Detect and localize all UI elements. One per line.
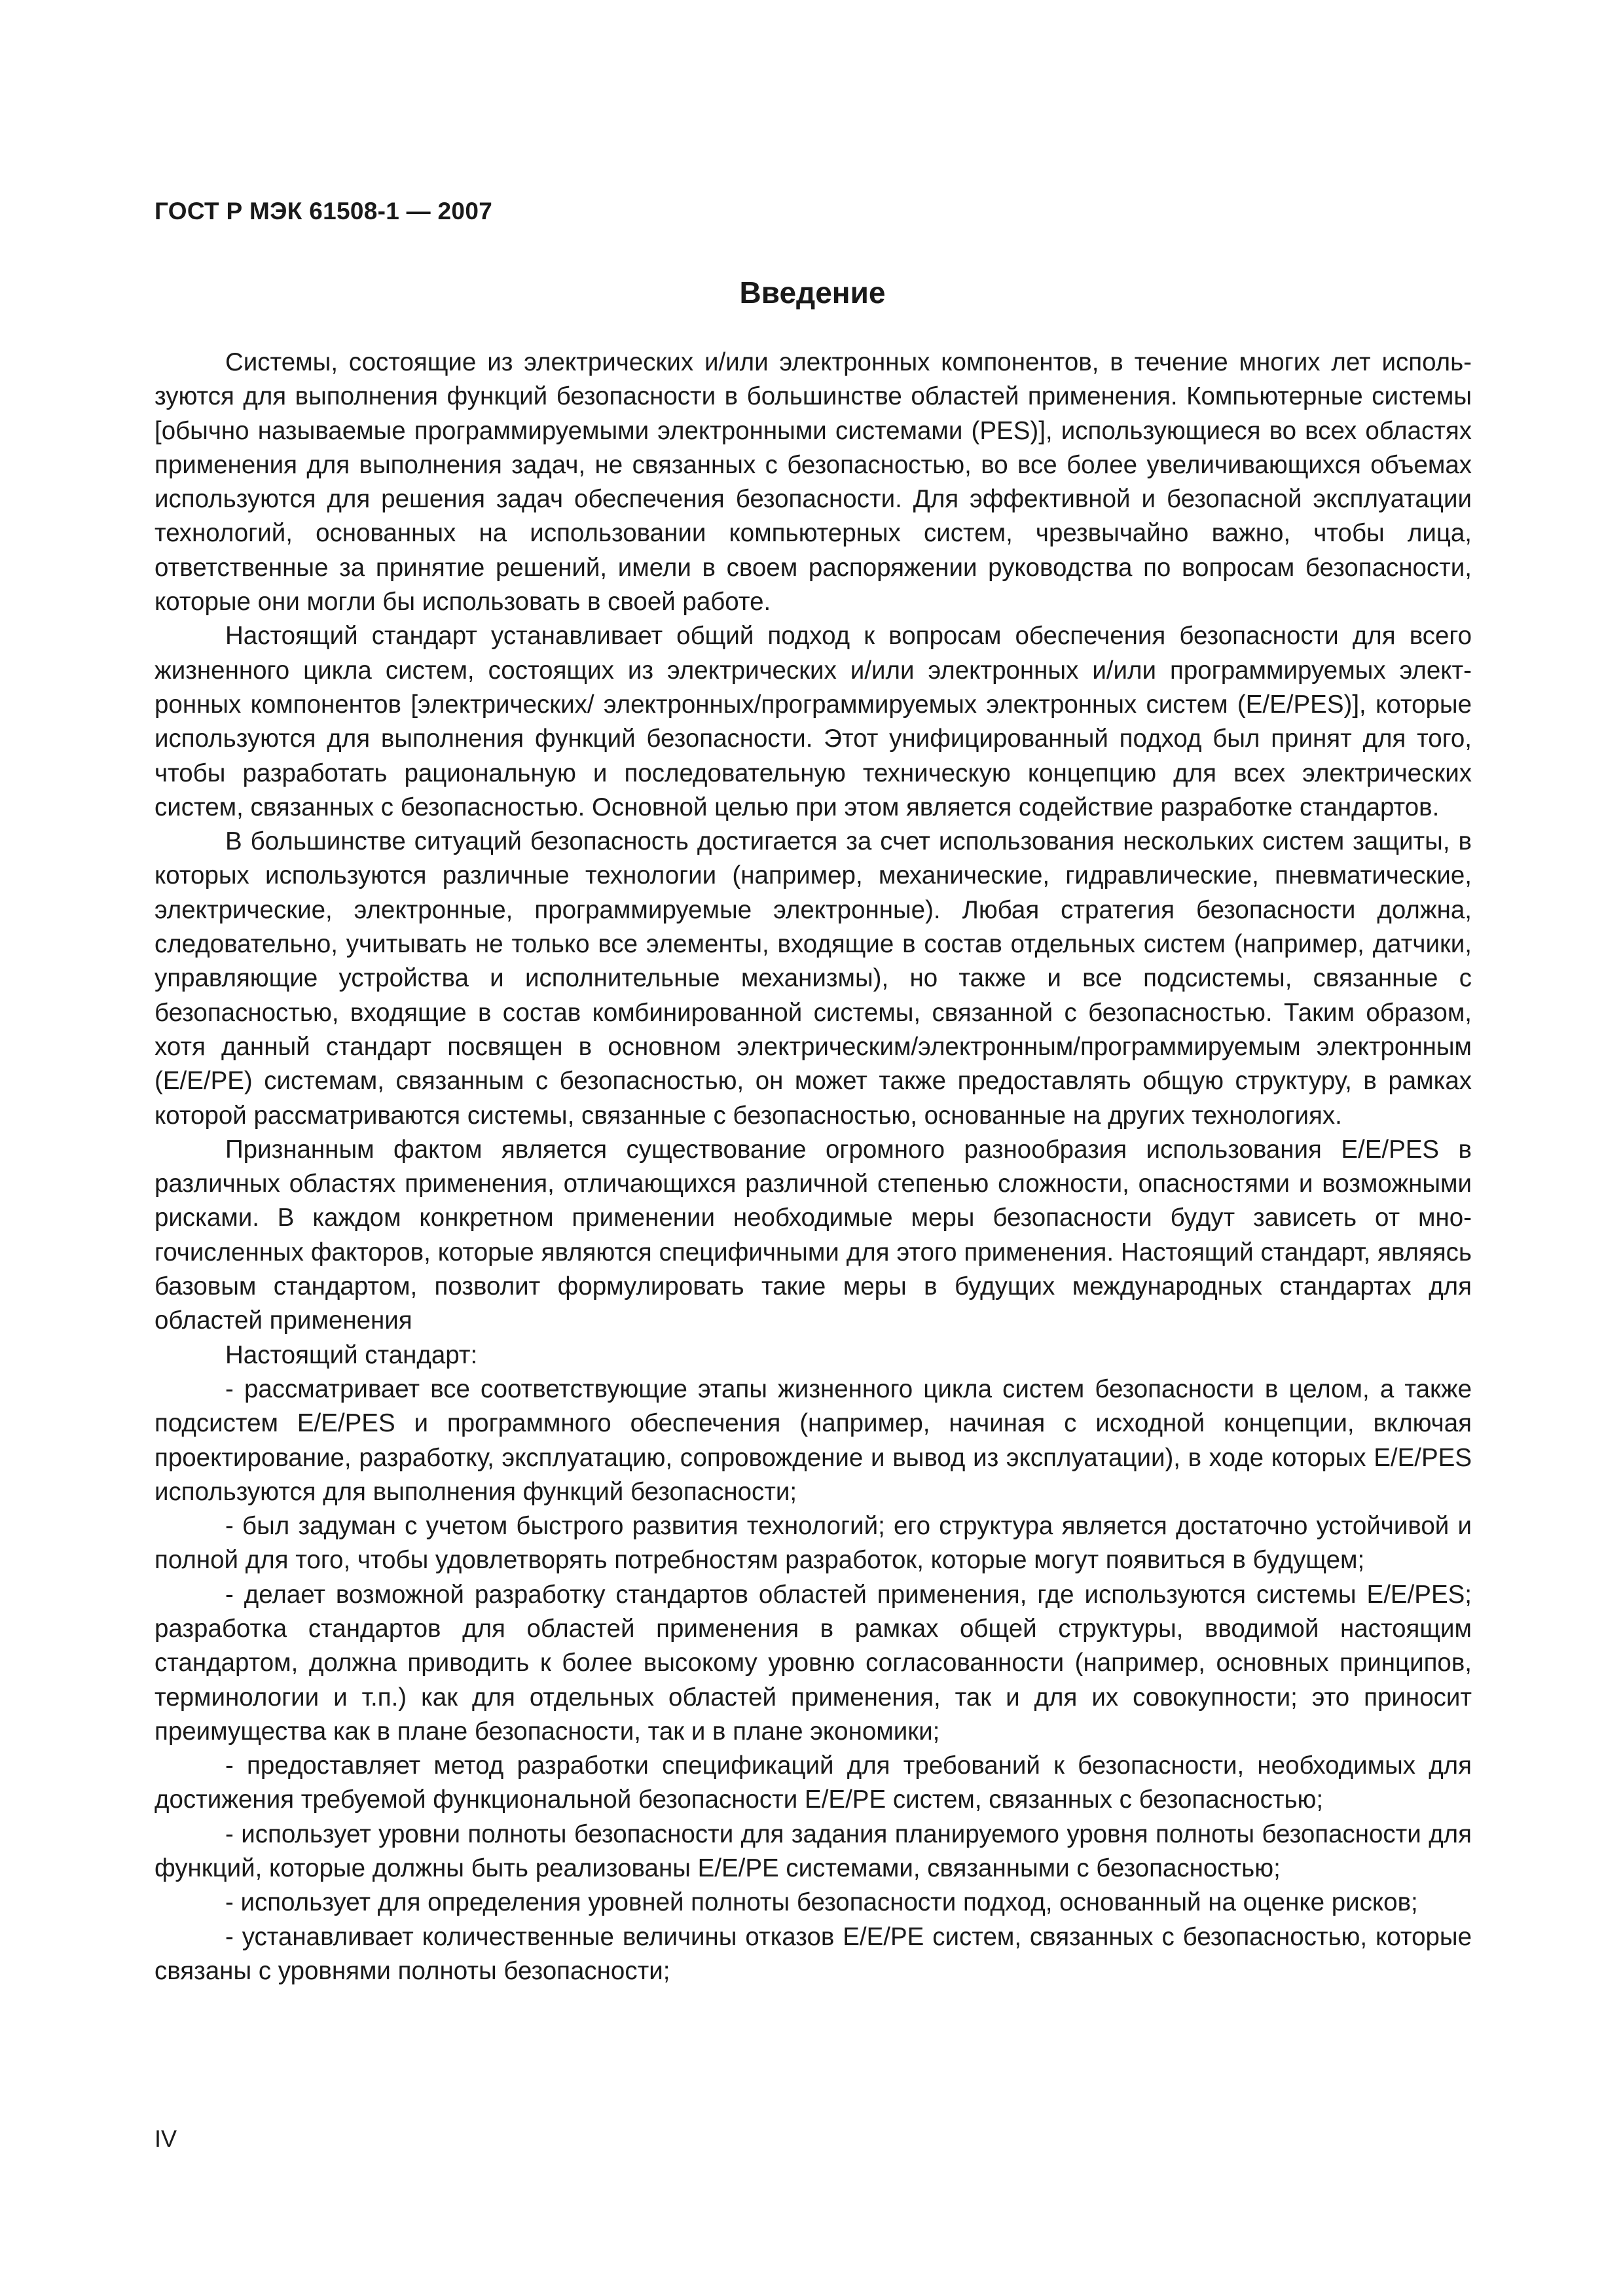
paragraph-1: Системы, состоящие из электрических и/или электронных компонентов, в течение многих лет используются для выполнения функций безопасности в большинстве областей применения. Компьютерные системы [обычно называемые программируемыми электронными системами (PES)], использующиеся во всех областях применения для выполнения задач, не связанных с безопасностью, во все более увеличивающихся объемах используются для решения задач обеспечения безопасности. Для эффективной и безопасной эксплуатации технологий, основанных на использовании компьютерных систем, чрезвычайно важно, чтобы лица, ответственные за принятие решений, имели в своем распоряжении руководства по вопросам безопасности, которые они могли бы использовать в своей работе.: [155, 348, 1472, 617]
list-item-6: - использует для определения уровней полноты безопасности подход, основанный на оценке рисков;: [225, 1888, 1418, 1917]
list-item-4: - предоставляет метод разработки спецификаций для требований к безопасности, необходимых для достижения требуемой функциональной безопасности E/E/PE систем, связанных с безопасностью;: [155, 1751, 1472, 1814]
paragraph-3: В большинстве ситуаций безопасность достигается за счет использования нескольких систем защиты, в которых используются различные технологии (например, механические, гидравлические, пневматические, электрические, электронные, программируемые электронные). Любая стратегия безопасности должна, следовательно, учитывать не только все элементы, входящие в состав отдельных систем (например, датчики, управляющие устройства и исполнительные механизмы), но также и все подсистемы, связанные с безопасностью, входящие в состав комбинированной системы, связанной с безопасностью. Таким образом, хотя данный стандарт посвящен в основном электрическим/электронным/программируемым электронным (E/E/PE) системам, связанным с безопасностью, он может также предоставлять общую структуру, в рамках которой рассматриваются системы, связанные с безопасностью, основанные на других технологиях.: [155, 827, 1472, 1130]
list-item-1: - рассматривает все соответствующие этапы жизненного цикла систем безопасности в целом, а также подсистем E/E/PES и программного обеспечения (например, начиная с исходной концепции, включая проектирование, разработку, эксплуатацию, сопровождение и вывод из эксплуатации), в ходе которых E/E/PES используются для выполнения функций безопасности;: [155, 1374, 1472, 1506]
list-item-7: - устанавливает количественные величины отказов E/E/PE систем, связанных с безопасностью, которые связаны с уровнями полноты безопасности;: [155, 1922, 1472, 1985]
section-title: Введение: [739, 276, 886, 310]
body-text: [155, 346, 1472, 1988]
list-item-5: - использует уровни полноты безопасности для задания планируемого уровня полноты безопасности для функций, которые должны быть реализованы E/E/PE системами, связанными с безопасностью;: [155, 1820, 1472, 1883]
paragraph-5: Настоящий стандарт:: [225, 1340, 478, 1369]
paragraph-4: Признанным фактом является существование огромного разнообразия использования E/E/PES в различных областях применения, отличающихся различной степенью сложности, опасностями и возможными рисками. В каждом конкретном применении необходимые меры безопасности будут зависеть от многочисленных факторов, которые являются специфичными для этого применения. Настоящий стандарт, являясь базовым стандартом, позволит формулировать такие меры в будущих международных стандартах для областей применения: [155, 1135, 1472, 1335]
paragraph-2: Настоящий стандарт устанавливает общий подход к вопросам обеспечения безопасности для всего жизненного цикла систем, состоящих из электрических и/или электронных и/или программируемых электронных компонентов [электрических/ электронных/программируемых электронных систем (E/E/PES)], которые используются для выполнения функций безопасности. Этот унифицированный подход был принят для того, чтобы разработать рациональную и последовательную техническую концепцию для всех электрических систем, связанных с безопасностью. Основной целью при этом является содействие разработке стандартов.: [155, 622, 1472, 821]
document-header: ГОСТ Р МЭК 61508-1 — 2007: [155, 198, 493, 224]
page-number: IV: [155, 2125, 177, 2152]
list-item-3: - делает возможной разработку стандартов областей применения, где используются системы E/E/PES; разработка стандартов для областей применения в рамках общей структуры, вводимой настоящим стандартом, должна приводить к более высокому уровню согласованности (например, основных принципов, терминологии и т.п.) как для отдельных областей применения, так и для их совокупности; это приносит преимущества как в плане безопасности, так и в плане экономики;: [155, 1580, 1472, 1746]
list-item-2: - был задуман с учетом быстрого развития технологий; его структура является достаточно устойчивой и полной для того, чтобы удовлетворять потребностям разработок, которые могут появиться в будущем;: [155, 1512, 1472, 1575]
